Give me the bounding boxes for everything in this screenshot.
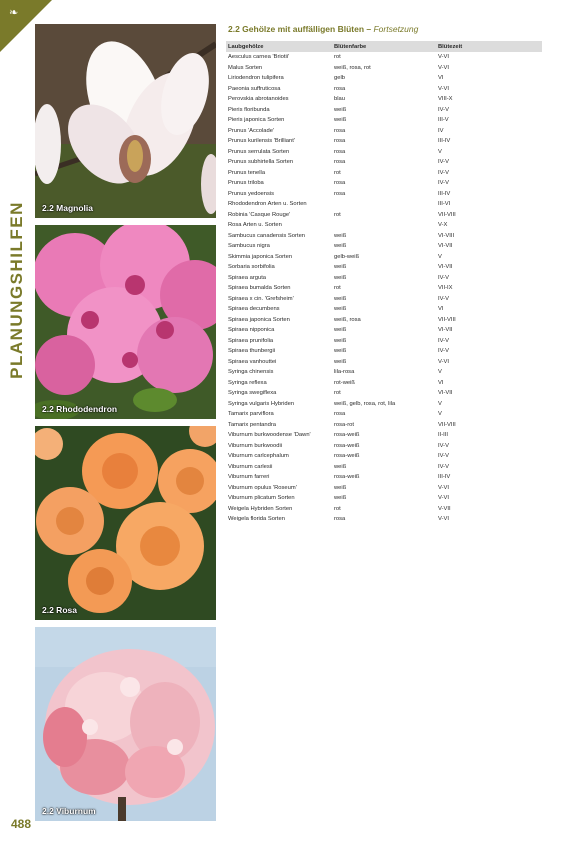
flower-color-cell: rosa <box>334 516 346 523</box>
table-row <box>226 199 542 210</box>
plant-name-cell: Robinia 'Casque Rouge' <box>228 211 291 218</box>
bloom-time-cell: IV-V <box>438 442 449 449</box>
bloom-time-cell: V-VI <box>438 495 449 502</box>
table-row <box>226 409 542 420</box>
plant-name-cell: Spiraea japonica Sorten <box>228 316 290 323</box>
photo-caption: 2.2 Rosa <box>42 605 77 615</box>
flower-color-cell: weiß <box>334 232 347 239</box>
plant-name-cell: Paeonia suffruticosa <box>228 85 281 92</box>
plant-name-cell: Prunus serrulata Sorten <box>228 148 290 155</box>
page-number: 488 <box>11 817 32 831</box>
bloom-time-cell: V-VII <box>438 505 451 512</box>
flower-color-cell: weiß <box>334 358 347 365</box>
table-row <box>226 220 542 231</box>
bloom-time-cell: VI-VII <box>438 264 453 271</box>
flower-color-cell: weiß <box>334 463 347 470</box>
table-row <box>226 147 542 158</box>
flower-color-cell: rosa <box>334 85 346 92</box>
flower-color-cell: weiß <box>334 495 347 502</box>
bloom-time-cell: VI-VIII <box>438 232 455 239</box>
bloom-time-cell: IV-V <box>438 159 449 166</box>
bloom-time-cell: III-IV <box>438 138 451 145</box>
flower-color-cell: rosa-weiß <box>334 453 360 460</box>
flower-color-cell: weiß <box>334 274 347 281</box>
bloom-time-cell: VII-IX <box>438 285 453 292</box>
photo-caption: 2.2 Magnolia <box>42 203 94 213</box>
photo-viburnum <box>35 627 216 821</box>
bloom-time-cell: V <box>438 411 442 418</box>
flower-color-cell: rosa <box>334 127 346 134</box>
flowering-shrubs-table <box>226 41 542 525</box>
bloom-time-cell: III-IV <box>438 190 451 197</box>
plant-name-cell: Prunus kurilensis 'Brilliant' <box>228 138 295 145</box>
photo-rhododendron <box>35 225 216 419</box>
plant-name-cell: Malus Sorten <box>228 64 263 71</box>
plant-name-cell: Spiraea arguta <box>228 274 267 281</box>
flower-color-cell: rosa <box>334 180 346 187</box>
flower-color-cell: weiß <box>334 327 347 334</box>
flower-color-cell: rot <box>334 169 341 176</box>
plant-name-cell: Syringa chinensis <box>228 369 274 376</box>
table-row <box>226 315 542 326</box>
bloom-time-cell: IV-V <box>438 337 449 344</box>
flower-color-cell: weiß, rosa <box>334 316 361 323</box>
plant-name-cell: Liriodendron tulipifera <box>228 75 284 82</box>
bloom-time-cell: VI-VII <box>438 327 453 334</box>
table-row <box>226 73 542 84</box>
plant-name-cell: Rhododendron Arten u. Sorten <box>228 201 307 208</box>
flower-color-cell: gelb <box>334 75 345 82</box>
table-row <box>226 189 542 200</box>
plant-name-cell: Tamarix pentandra <box>228 421 277 428</box>
table-row <box>226 388 542 399</box>
table-row <box>226 441 542 452</box>
table-row <box>226 241 542 252</box>
plant-name-cell: Viburnum burkwoodii <box>228 442 283 449</box>
table-row <box>226 52 542 63</box>
table-row <box>226 178 542 189</box>
flower-color-cell: rosa <box>334 138 346 145</box>
flower-color-cell: lila-rosa <box>334 369 355 376</box>
bloom-time-cell: V-VI <box>438 85 449 92</box>
plant-name-cell: Viburnum plicatum Sorten <box>228 495 295 502</box>
table-row <box>226 367 542 378</box>
plant-name-cell: Viburnum opulus 'Roseum' <box>228 484 297 491</box>
bloom-time-cell: VII-VIII <box>438 421 456 428</box>
flower-color-cell: rot <box>334 54 341 61</box>
header-bluetezeit: Blütezeit <box>438 43 463 50</box>
bloom-time-cell: III-IV <box>438 474 451 481</box>
header-laubgehoelze: Laubgehölze <box>228 43 264 50</box>
table-row <box>226 462 542 473</box>
bloom-time-cell: V-VI <box>438 64 449 71</box>
flower-color-cell: rosa-weiß <box>334 442 360 449</box>
table-row <box>226 105 542 116</box>
bloom-time-cell: V-VI <box>438 516 449 523</box>
bloom-time-cell: IV-V <box>438 295 449 302</box>
table-row <box>226 451 542 462</box>
plant-name-cell: Spiraea prunifolia <box>228 337 274 344</box>
flower-color-cell: rosa-weiß <box>334 432 360 439</box>
table-row <box>226 504 542 515</box>
flower-color-cell: weiß <box>334 264 347 271</box>
table-row <box>226 262 542 273</box>
flower-color-cell: weiß <box>334 106 347 113</box>
flower-color-cell: weiß <box>334 295 347 302</box>
plant-name-cell: Prunus triloba <box>228 180 264 187</box>
bloom-time-cell: VI <box>438 379 444 386</box>
flower-color-cell: gelb-weiß <box>334 253 360 260</box>
rhododendron-image <box>35 225 216 419</box>
plant-name-cell: Prunus 'Accolade' <box>228 127 275 134</box>
plant-name-cell: Viburnum farreri <box>228 474 270 481</box>
section-title-text: 2.2 Gehölze mit auffälligen Blüten – <box>228 24 374 34</box>
table-row <box>226 126 542 137</box>
bloom-time-cell: V-VI <box>438 54 449 61</box>
section-continuation: Fortsetzung <box>373 24 419 34</box>
plant-name-cell: Aesculus carnea 'Briotii' <box>228 54 290 61</box>
table-row <box>226 346 542 357</box>
table-row <box>226 94 542 105</box>
bloom-time-cell: V <box>438 148 442 155</box>
table-row <box>226 252 542 263</box>
plant-name-cell: Spiraea thunbergii <box>228 348 276 355</box>
plant-name-cell: Syringa reflexa <box>228 379 267 386</box>
bloom-time-cell: V-VI <box>438 358 449 365</box>
plant-name-cell: Sambucus nigra <box>228 243 270 250</box>
bloom-time-cell: V <box>438 369 442 376</box>
flower-color-cell: rot <box>334 211 341 218</box>
magnolia-image <box>35 24 216 218</box>
table-row <box>226 231 542 242</box>
photo-rosa <box>35 426 216 620</box>
bloom-time-cell: VI-VII <box>438 243 453 250</box>
table-row <box>226 493 542 504</box>
bloom-time-cell: IV-V <box>438 463 449 470</box>
table-row <box>226 273 542 284</box>
plant-name-cell: Viburnum burkwoodense 'Dawn' <box>228 432 311 439</box>
flower-color-cell: weiß <box>334 484 347 491</box>
flower-color-cell: rot-weiß <box>334 379 355 386</box>
flower-color-cell: rosa <box>334 190 346 197</box>
table-row <box>226 472 542 483</box>
flower-color-cell: weiß <box>334 337 347 344</box>
plant-name-cell: Syringa vulgaris Hybriden <box>228 400 295 407</box>
plant-name-cell: Sorbaria sorbifolia <box>228 264 275 271</box>
flower-color-cell: weiß <box>334 348 347 355</box>
header-bluetenfarbe: Blütenfarbe <box>334 43 367 50</box>
plant-name-cell: Pieris floribunda <box>228 106 270 113</box>
plant-name-cell: Syringa swegiflexa <box>228 390 277 397</box>
bloom-time-cell: V <box>438 400 442 407</box>
bloom-time-cell: VI-VII <box>438 390 453 397</box>
table-row <box>226 357 542 368</box>
flower-color-cell: weiß, gelb, rosa, rot, lila <box>334 400 396 407</box>
photo-caption: 2.2 Viburnum <box>42 806 96 816</box>
table-row <box>226 325 542 336</box>
flower-color-cell: rot <box>334 285 341 292</box>
plant-name-cell: Spiraea decumbens <box>228 306 280 313</box>
flower-color-cell: weiß, rosa, rot <box>334 64 371 71</box>
table-row <box>226 168 542 179</box>
plant-name-cell: Perovskia abrotanoides <box>228 96 289 103</box>
table-row <box>226 304 542 315</box>
table-row <box>226 378 542 389</box>
table-header-row <box>226 41 542 52</box>
bloom-time-cell: IV <box>438 127 444 134</box>
plant-name-cell: Viburnum carlcephalum <box>228 453 289 460</box>
plant-name-cell: Spiraea nipponica <box>228 327 275 334</box>
table-row <box>226 420 542 431</box>
bloom-time-cell: VIII-X <box>438 96 453 103</box>
bloom-time-cell: VII-VIII <box>438 316 456 323</box>
flower-color-cell: rosa <box>334 159 346 166</box>
viburnum-image <box>35 627 216 821</box>
table-row <box>226 399 542 410</box>
flower-color-cell: weiß <box>334 117 347 124</box>
flower-color-cell: weiß <box>334 243 347 250</box>
plant-name-cell: Spiraea bumalda Sorten <box>228 285 291 292</box>
table-row <box>226 157 542 168</box>
flower-color-cell: weiß <box>334 306 347 313</box>
photo-magnolia <box>35 24 216 218</box>
plant-name-cell: Prunus yedoensis <box>228 190 275 197</box>
table-row <box>226 483 542 494</box>
plant-name-cell: Tamarix parviflora <box>228 411 274 418</box>
bloom-time-cell: VI <box>438 75 444 82</box>
plant-name-cell: Weigela Hybriden Sorten <box>228 505 293 512</box>
table-row <box>226 210 542 221</box>
flower-color-cell: rosa <box>334 411 346 418</box>
plant-name-cell: Prunus tenella <box>228 169 266 176</box>
bloom-time-cell: IV-V <box>438 180 449 187</box>
sidebar-title <box>6 201 28 379</box>
bloom-time-cell: II-III <box>438 432 448 439</box>
plant-name-cell: Spiraea vanhouttei <box>228 358 277 365</box>
section-title <box>228 24 418 34</box>
table-row <box>226 430 542 441</box>
table-row <box>226 294 542 305</box>
bloom-time-cell: V-X <box>438 222 448 229</box>
plant-name-cell: Skimmia japonica Sorten <box>228 253 293 260</box>
table-row <box>226 336 542 347</box>
bloom-time-cell: IV-V <box>438 348 449 355</box>
bloom-time-cell: VI <box>438 306 444 313</box>
table-row <box>226 136 542 147</box>
flower-color-cell: blau <box>334 96 345 103</box>
table-row <box>226 283 542 294</box>
bloom-time-cell: IV-V <box>438 169 449 176</box>
rosa-image <box>35 426 216 620</box>
flower-color-cell: rot <box>334 505 341 512</box>
table-row <box>226 514 542 525</box>
bloom-time-cell: VII-VIII <box>438 211 456 218</box>
table-row <box>226 84 542 95</box>
plant-name-cell: Rosa Arten u. Sorten <box>228 222 282 229</box>
table-row <box>226 115 542 126</box>
flower-color-cell: rosa <box>334 148 346 155</box>
bloom-time-cell: III-V <box>438 117 449 124</box>
bloom-time-cell: V <box>438 253 442 260</box>
plant-name-cell: Spiraea x cin. 'Grefsheim' <box>228 295 294 302</box>
photo-caption: 2.2 Rhododendron <box>42 404 118 414</box>
bloom-time-cell: IV-V <box>438 106 449 113</box>
bloom-time-cell: IV-V <box>438 453 449 460</box>
bloom-time-cell: IV-V <box>438 274 449 281</box>
plant-name-cell: Viburnum carlesii <box>228 463 273 470</box>
plant-name-cell: Pieris japonica Sorten <box>228 117 285 124</box>
bloom-time-cell: III-VI <box>438 201 451 208</box>
table-row <box>226 63 542 74</box>
bloom-time-cell: V-VI <box>438 484 449 491</box>
leaf-icon: ❧ <box>9 6 19 19</box>
sidebar-title-text: PLANUNGSHILFEN <box>7 201 26 379</box>
flower-color-cell: rot <box>334 390 341 397</box>
flower-color-cell: rosa-rot <box>334 421 354 428</box>
plant-name-cell: Sambucus canadensis Sorten <box>228 232 306 239</box>
plant-name-cell: Prunus subhirtella Sorten <box>228 159 294 166</box>
plant-name-cell: Weigela florida Sorten <box>228 516 285 523</box>
flower-color-cell: rosa-weiß <box>334 474 360 481</box>
